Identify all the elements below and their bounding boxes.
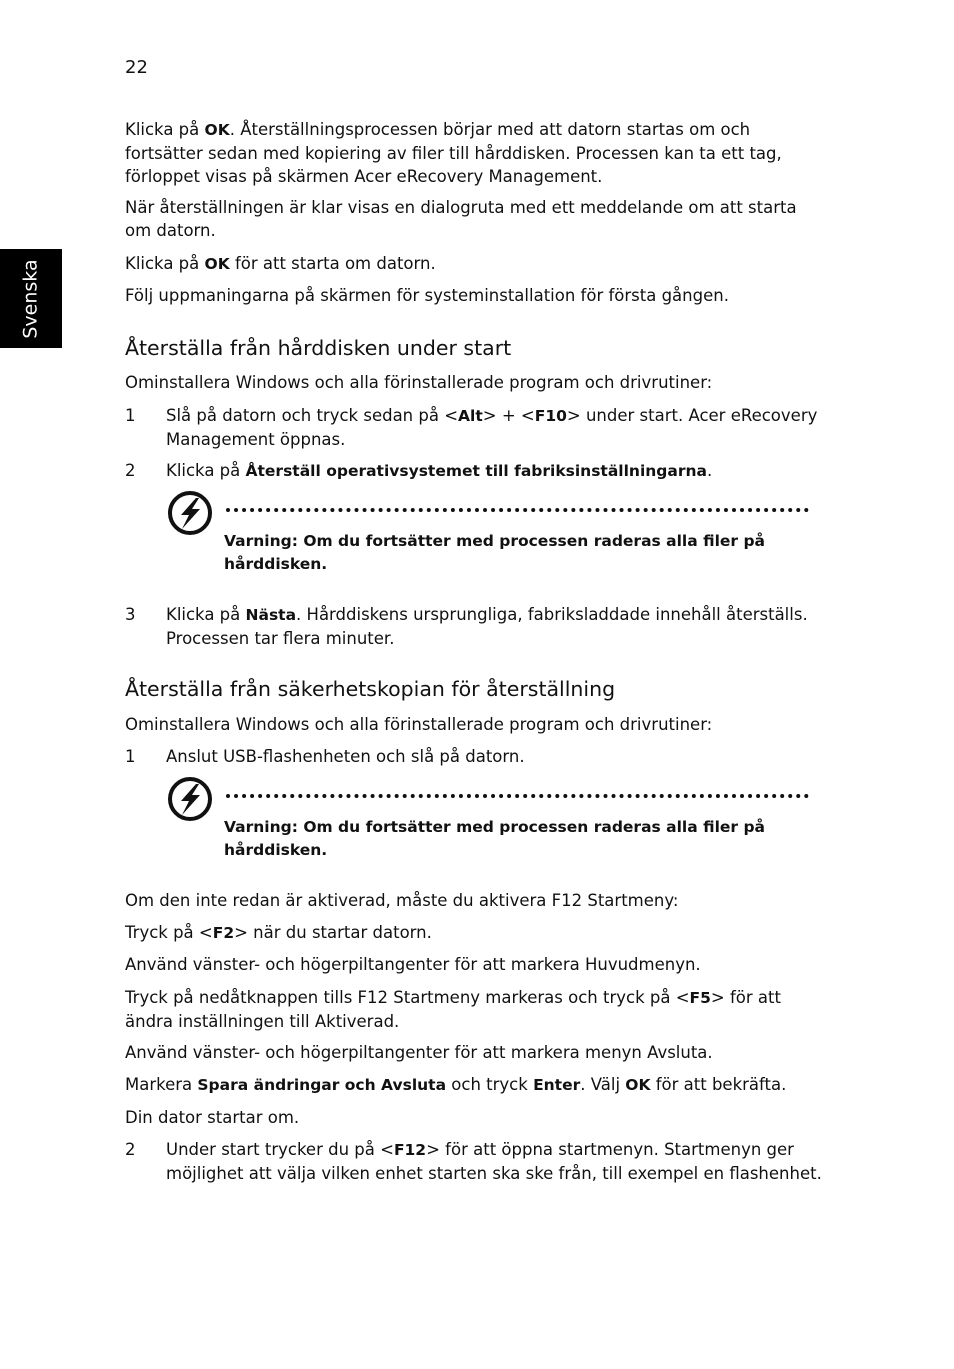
step-text: Under start trycker du på <F12> för att öppna startmenyn. Startmenyn ger möjlighet att välja vilken enhet starten ska ske från, till exempel en flashenhet.	[166, 1140, 822, 1183]
step-number: 2	[125, 461, 136, 480]
warning-divider	[226, 794, 809, 798]
section-heading-harddisk: Återställa från hårddisken under start	[125, 336, 512, 360]
language-tab	[0, 249, 62, 348]
step-text: Anslut USB-flashenheten och slå på datorn.	[166, 747, 525, 766]
paragraph-press-f5: Tryck på nedåtknappen tills F12 Startmeny markeras och tryck på <F5> för att ändra inställningen till Aktiverad.	[125, 988, 781, 1031]
page-number: 22	[125, 57, 148, 78]
paragraph-ok-restart-process: Klicka på OK. Återställningsprocessen börjar med att datorn startas om och fortsätter sedan med kopiering av filer till hårddisken. Processen kan ta ett tag, förloppet visas på skärmen Acer eRecovery Management.	[125, 120, 782, 186]
warning-text: Varning: Om du fortsätter med processen raderas alla filer på hårddisken.	[224, 818, 766, 859]
language-tab-label: Svenska	[19, 259, 42, 339]
section-intro: Ominstallera Windows och alla förinstallerade program och drivrutiner:	[125, 715, 713, 734]
step-number: 1	[125, 406, 136, 425]
paragraph-restart: Din dator startar om.	[125, 1108, 300, 1127]
step-number: 1	[125, 747, 136, 766]
section-intro: Ominstallera Windows och alla förinstallerade program och drivrutiner:	[125, 373, 713, 392]
warning-text: Varning: Om du fortsätter med processen raderas alla filer på hårddisken.	[224, 532, 766, 573]
step-text: Slå på datorn och tryck sedan på <Alt> + <F10> under start. Acer eRecovery Management öppnas.	[166, 406, 818, 449]
warning-lightning-icon	[166, 775, 214, 823]
warning-lightning-icon	[166, 489, 214, 537]
paragraph-arrow-exit: Använd vänster- och högerpiltangenter för att markera menyn Avsluta.	[125, 1043, 713, 1062]
step-number: 2	[125, 1140, 136, 1159]
paragraph-press-f2: Tryck på <F2> när du startar datorn.	[125, 923, 432, 942]
paragraph-follow-prompts: Följ uppmaningarna på skärmen för systeminstallation för första gången.	[125, 286, 729, 305]
paragraph-ok-restart: Klicka på OK för att starta om datorn.	[125, 254, 436, 273]
section-heading-backup: Återställa från säkerhetskopian för återställning	[125, 677, 616, 701]
paragraph-arrow-main: Använd vänster- och högerpiltangenter för att markera Huvudmenyn.	[125, 955, 701, 974]
step-text: Klicka på Återställ operativsystemet till fabriksinställningarna.	[166, 461, 713, 480]
step-number: 3	[125, 605, 136, 624]
step-text: Klicka på Nästa. Hårddiskens ursprungliga, fabriksladdade innehåll återställs. Processen tar flera minuter.	[166, 605, 808, 648]
paragraph-f12-menu: Om den inte redan är aktiverad, måste du aktivera F12 Startmeny:	[125, 891, 679, 910]
paragraph-save-exit: Markera Spara ändringar och Avsluta och tryck Enter. Välj OK för att bekräfta.	[125, 1075, 787, 1094]
paragraph-dialog: När återställningen är klar visas en dialogruta med ett meddelande om att starta om datorn.	[125, 198, 797, 240]
warning-divider	[226, 508, 809, 512]
